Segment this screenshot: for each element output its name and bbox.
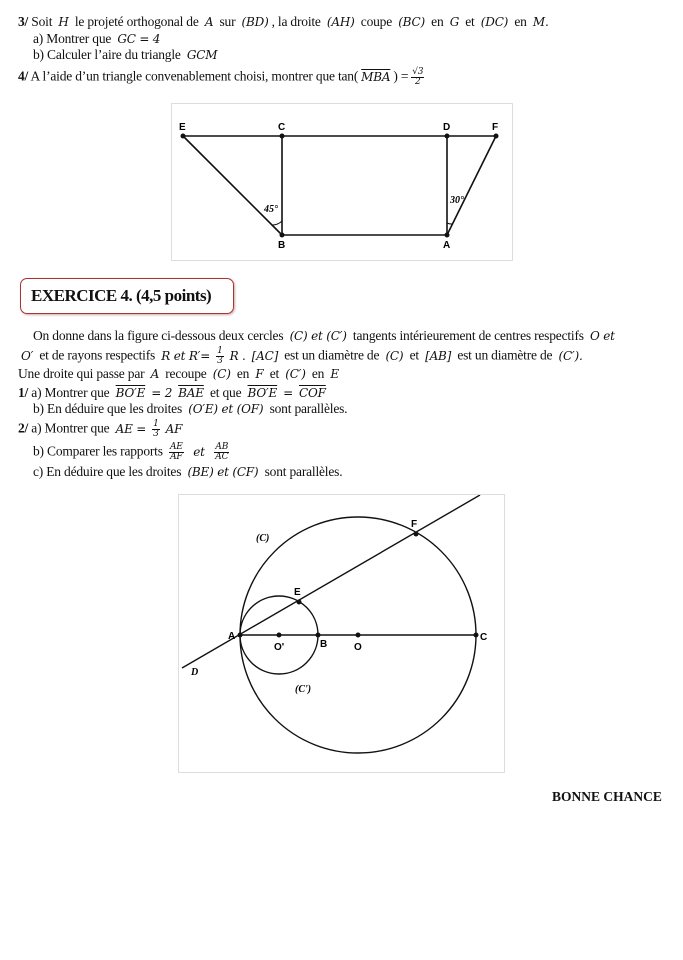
line-d: [182, 495, 480, 668]
question-number: 1/: [18, 385, 29, 400]
q3b: [33, 47, 220, 63]
text: est un diamètre de: [454, 347, 556, 363]
math-expression: F: [255, 367, 264, 381]
fraction: [152, 420, 160, 439]
math-expression: (C′).: [558, 348, 583, 363]
point-label-b: B: [320, 639, 328, 650]
point-label-o: O: [354, 642, 362, 653]
q2c: [33, 464, 342, 480]
math-expression: G: [449, 15, 460, 29]
math-expression: (BD): [241, 15, 269, 29]
q3a: [33, 31, 163, 47]
text: b) Calculer l’aire du triangle: [33, 47, 184, 62]
math-expression: (C): [212, 367, 231, 381]
exercise-4-title: EXERCICE 4. (4,5 points): [20, 278, 234, 314]
fraction: [216, 347, 224, 366]
point-label-d: D: [443, 122, 451, 133]
angle-notation: $\overline{BAE}$: [178, 386, 204, 400]
math-expression: (O′E) et (OF): [188, 402, 264, 416]
math-expression: O et: [590, 329, 615, 343]
text: a) Montrer que: [28, 420, 113, 436]
line-label-d: D: [191, 667, 199, 678]
text: Soit: [28, 14, 56, 29]
math-expression: (C) et (C′): [289, 329, 347, 343]
point-label-a: A: [228, 631, 236, 642]
math-expression: AF: [165, 421, 183, 436]
math-expression: GCM: [186, 48, 218, 62]
q3-statement: [18, 14, 552, 30]
closing-text: BONNE CHANCE: [552, 789, 662, 804]
text: coupe: [357, 14, 396, 29]
angle-notation: $\overline{MBA}$: [361, 69, 391, 84]
angle-arc-b: [272, 221, 282, 225]
tangent-circles-figure: [178, 494, 505, 773]
math-expression: = 2: [151, 386, 173, 400]
intro-1: [33, 328, 618, 344]
angle-label-45: 45°: [264, 204, 278, 215]
math-expression: M.: [532, 15, 549, 29]
denominator: 2: [415, 77, 421, 87]
math-expression: R .: [229, 348, 246, 363]
intro-2: [18, 347, 586, 366]
text: a) Montrer que: [33, 31, 115, 46]
text: tan(: [337, 68, 359, 84]
math-expression: et: [189, 444, 209, 459]
numerator: AE: [169, 442, 183, 452]
math-expression: E: [330, 367, 339, 381]
numerator: 1: [217, 346, 223, 356]
math-expression: AE =: [115, 421, 147, 436]
text: ) =: [393, 68, 409, 84]
q2b: [33, 443, 232, 462]
text: sont parallèles.: [266, 401, 348, 416]
text: et que: [206, 385, 245, 400]
text: en: [428, 14, 447, 29]
math-expression: A: [150, 367, 160, 381]
denominator: AC: [215, 452, 229, 462]
math-expression: (DC): [480, 15, 509, 29]
question-number: 2/: [18, 420, 29, 436]
text: On donne dans la figure ci-dessous deux cercles: [33, 328, 287, 343]
point-label-c: C: [480, 632, 488, 643]
angle-notation: BO′E: [115, 386, 146, 400]
q1a: [18, 385, 329, 401]
text: et: [266, 366, 283, 381]
point-label-b: B: [278, 240, 286, 251]
denominator: 3: [217, 356, 223, 366]
math-expression: R et R′=: [161, 348, 211, 363]
text: a) Montrer que: [28, 385, 113, 400]
question-number: 3/: [18, 14, 29, 29]
text: est un diamètre de: [281, 347, 383, 363]
segment-fa: [447, 136, 496, 235]
math-expression: (AH): [326, 15, 355, 29]
segment-eb: [183, 136, 282, 235]
text: en: [511, 14, 530, 29]
text: en: [308, 366, 328, 381]
text: et: [462, 14, 478, 29]
math-expression: (BC): [398, 15, 425, 29]
fraction: [169, 443, 184, 462]
text: en: [233, 366, 253, 381]
math-expression: (C′): [285, 367, 306, 381]
point-label-a: A: [443, 240, 451, 251]
numerator: AB: [215, 442, 229, 452]
text: c) En déduire que les droites: [33, 464, 185, 479]
question-number: 4/: [18, 68, 29, 84]
point-label-c: C: [278, 122, 286, 133]
angle-label-30: 30°: [450, 195, 464, 206]
text: et: [406, 347, 423, 363]
text: et de rayons respectifs: [36, 347, 159, 363]
numerator: 1: [153, 419, 159, 429]
fraction: [411, 68, 424, 87]
math-expression: H: [58, 15, 69, 29]
angle-notation: $\overline{COF}$: [298, 386, 326, 400]
point-label-f: F: [411, 519, 418, 530]
denominator: 3: [153, 429, 159, 439]
text: sur: [216, 14, 239, 29]
point-label-e: E: [294, 587, 301, 598]
text: sont parallèles.: [261, 464, 343, 479]
math-expression: O′: [21, 348, 34, 363]
circle-label-c-prime: (C'): [295, 684, 312, 695]
math-expression: [AB]: [425, 348, 452, 363]
text: , la droite: [271, 14, 324, 29]
text: Une droite qui passe par: [18, 366, 148, 381]
angle-notation: BO′E: [247, 386, 278, 400]
point-label-f: F: [492, 122, 499, 133]
rectangle-trapezoid-figure: [171, 103, 513, 261]
math-expression: =: [283, 386, 293, 400]
fraction: [214, 443, 229, 462]
text: tangents intérieurement de centres respectifs: [349, 328, 587, 343]
text: A l’aide d’un triangle convenablement choisi, montrer que: [28, 68, 338, 84]
text: recoupe: [162, 366, 210, 381]
circle-label-c: (C): [256, 533, 270, 544]
q4: [18, 68, 427, 87]
point-label-e: E: [179, 122, 186, 133]
math-expression: GC = 4: [117, 32, 161, 46]
text: b) Comparer les rapports: [33, 443, 166, 459]
denominator: AF: [170, 452, 183, 462]
text: b) En déduire que les droites: [33, 401, 186, 416]
point-label-o-prime: O': [274, 642, 285, 653]
numerator: √3: [412, 67, 424, 77]
math-expression: A: [204, 15, 214, 29]
math-expression: (BE) et (CF): [187, 465, 259, 479]
math-expression: [AC]: [251, 348, 279, 363]
q2a: [18, 420, 185, 439]
math-expression: (C): [385, 348, 404, 363]
text: le projeté orthogonal de: [71, 14, 202, 29]
q1b: [33, 401, 347, 417]
intro-3: [18, 366, 342, 382]
